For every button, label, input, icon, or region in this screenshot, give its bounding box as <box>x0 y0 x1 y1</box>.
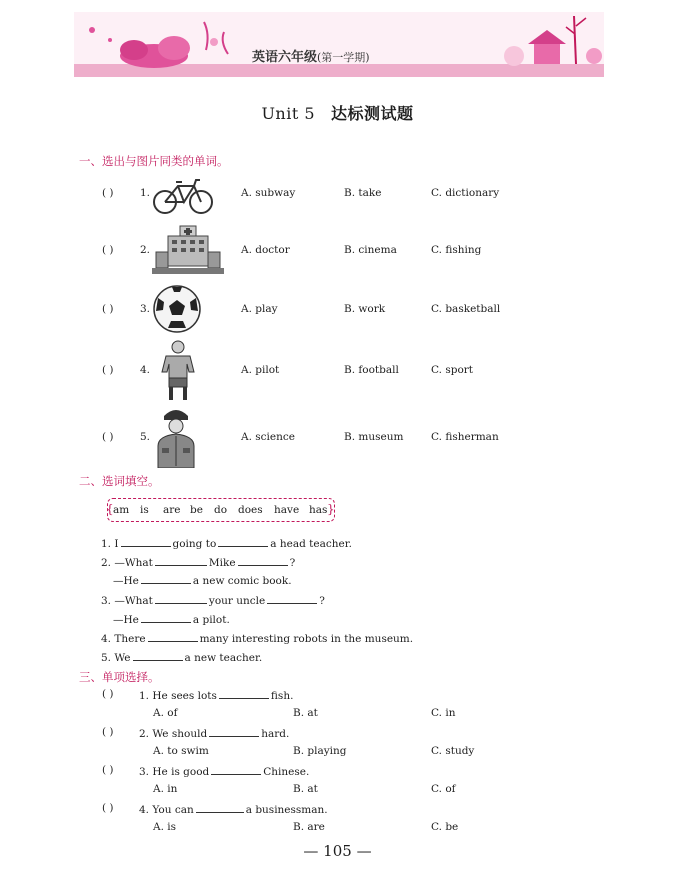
option-a: A. is <box>153 821 177 833</box>
option-b: B. are <box>293 821 325 833</box>
header-banner <box>74 12 604 78</box>
word-bank-item: have <box>274 504 300 516</box>
question-number: 3. <box>139 766 150 778</box>
word-bank <box>107 498 335 522</box>
mc-question <box>139 726 289 740</box>
option-c: C. sport <box>431 364 474 376</box>
book-title-main: 英语六年级 <box>252 50 318 65</box>
answer-paren[interactable]: ( ) <box>102 688 114 700</box>
hospital-building-icon <box>152 222 224 276</box>
fill-text: a new teacher. <box>184 652 263 664</box>
question-number: 1. <box>139 690 150 702</box>
soccer-ball-icon <box>152 284 202 334</box>
option-a: A. subway <box>241 187 296 199</box>
question-text: fish. <box>270 690 294 702</box>
mc-question <box>139 764 309 778</box>
fill-text: many interesting robots in the museum. <box>199 633 414 645</box>
option-a: A. of <box>153 707 178 719</box>
question-number: 2. <box>139 728 150 740</box>
word-bank-item: is <box>140 504 149 516</box>
option-a: A. doctor <box>241 244 290 256</box>
answer-paren[interactable]: ( ) <box>102 431 114 443</box>
fill-text: —He <box>113 614 139 626</box>
book-title-term: (第一学期) <box>317 51 370 64</box>
fill-text: a new comic book. <box>192 575 292 587</box>
bicycle-icon <box>152 176 214 216</box>
fill-text: 1. I <box>101 538 119 550</box>
fill-line-2 <box>101 555 295 569</box>
question-number: 2. <box>140 244 151 256</box>
word-bank-item: am <box>113 504 130 516</box>
fill-blank[interactable] <box>141 612 191 623</box>
fill-text: Mike <box>208 557 236 569</box>
word-bank-item: do <box>214 504 228 516</box>
option-c: C. fisherman <box>431 431 499 443</box>
brace-left: { <box>106 502 114 516</box>
fill-blank[interactable] <box>155 593 207 604</box>
word-bank-item: does <box>238 504 263 516</box>
question-text: You can <box>152 804 194 816</box>
option-a: A. to swim <box>153 745 209 757</box>
word-bank-item: be <box>190 504 203 516</box>
fill-text: 3. —What <box>101 595 153 607</box>
question-text: a businessman. <box>245 804 328 816</box>
option-a: A. in <box>153 783 178 795</box>
answer-paren[interactable]: ( ) <box>102 187 114 199</box>
option-b: B. at <box>293 707 318 719</box>
option-c: C. dictionary <box>431 187 500 199</box>
fill-blank[interactable] <box>148 631 198 642</box>
fill-line-2b <box>113 573 292 587</box>
fill-text: a head teacher. <box>270 538 352 550</box>
answer-paren[interactable]: ( ) <box>102 364 114 376</box>
section3-heading: 三、单项选择。 <box>79 670 160 684</box>
police-officer-icon <box>154 404 198 468</box>
fill-line-5 <box>101 650 262 664</box>
option-b: B. museum <box>344 431 404 443</box>
question-text: hard. <box>261 728 290 740</box>
question-number: 5. <box>140 431 151 443</box>
option-c: C. fishing <box>431 244 482 256</box>
question-text: He sees lots <box>152 690 217 702</box>
option-b: B. cinema <box>344 244 397 256</box>
fill-text: going to <box>172 538 217 550</box>
brace-right: } <box>327 502 335 516</box>
question-text: Chinese. <box>263 766 310 778</box>
answer-paren[interactable]: ( ) <box>102 802 114 814</box>
fill-blank[interactable] <box>121 536 171 547</box>
mc-question <box>139 802 328 816</box>
banner-decoration <box>74 12 604 78</box>
fill-blank[interactable] <box>155 555 207 566</box>
option-c: C. be <box>431 821 459 833</box>
option-c: C. in <box>431 707 456 719</box>
athlete-icon <box>158 338 198 402</box>
fill-text: 5. We <box>101 652 131 664</box>
fill-text: a pilot. <box>192 614 230 626</box>
option-b: B. take <box>344 187 382 199</box>
question-number: 3. <box>140 303 151 315</box>
word-bank-item: are <box>163 504 181 516</box>
fill-blank[interactable] <box>196 802 244 813</box>
page-title <box>0 101 675 124</box>
option-a: A. play <box>241 303 278 315</box>
option-c: C. basketball <box>431 303 501 315</box>
fill-text: 2. —What <box>101 557 153 569</box>
option-a: A. science <box>241 431 295 443</box>
fill-blank[interactable] <box>218 536 268 547</box>
option-c: C. study <box>431 745 475 757</box>
fill-text: 4. There <box>101 633 146 645</box>
answer-paren[interactable]: ( ) <box>102 244 114 256</box>
fill-line-4 <box>101 631 413 645</box>
fill-line-3b <box>113 612 230 626</box>
option-b: B. at <box>293 783 318 795</box>
question-number: 4. <box>139 804 150 816</box>
section2-heading: 二、选词填空。 <box>79 474 160 488</box>
option-b: B. playing <box>293 745 347 757</box>
fill-blank[interactable] <box>238 555 288 566</box>
option-c: C. of <box>431 783 456 795</box>
fill-blank[interactable] <box>267 593 317 604</box>
page-number: — 105 — <box>303 842 372 860</box>
question-number: 1. <box>140 187 151 199</box>
mc-question <box>139 688 293 702</box>
fill-blank[interactable] <box>209 726 259 737</box>
question-number: 4. <box>140 364 151 376</box>
fill-blank[interactable] <box>141 573 191 584</box>
answer-paren[interactable]: ( ) <box>102 303 114 315</box>
fill-text: ? <box>289 557 296 569</box>
word-bank-item: has <box>309 504 328 516</box>
option-b: B. football <box>344 364 399 376</box>
fill-blank[interactable] <box>219 688 269 699</box>
fill-text: —He <box>113 575 139 587</box>
fill-blank[interactable] <box>133 650 183 661</box>
fill-line-1 <box>101 536 352 550</box>
option-a: A. pilot <box>241 364 280 376</box>
section1-heading: 一、选出与图片同类的单词。 <box>79 154 229 168</box>
test-title: 达标测试题 <box>331 104 414 123</box>
fill-blank[interactable] <box>211 764 261 775</box>
fill-text: your uncle <box>208 595 266 607</box>
book-title <box>252 46 370 65</box>
unit-label: Unit 5 <box>261 104 316 123</box>
question-text: We should <box>152 728 208 740</box>
answer-paren[interactable]: ( ) <box>102 764 114 776</box>
fill-text: ? <box>319 595 325 607</box>
answer-paren[interactable]: ( ) <box>102 726 114 738</box>
fill-line-3 <box>101 593 325 607</box>
option-b: B. work <box>344 303 386 315</box>
question-text: He is good <box>152 766 210 778</box>
